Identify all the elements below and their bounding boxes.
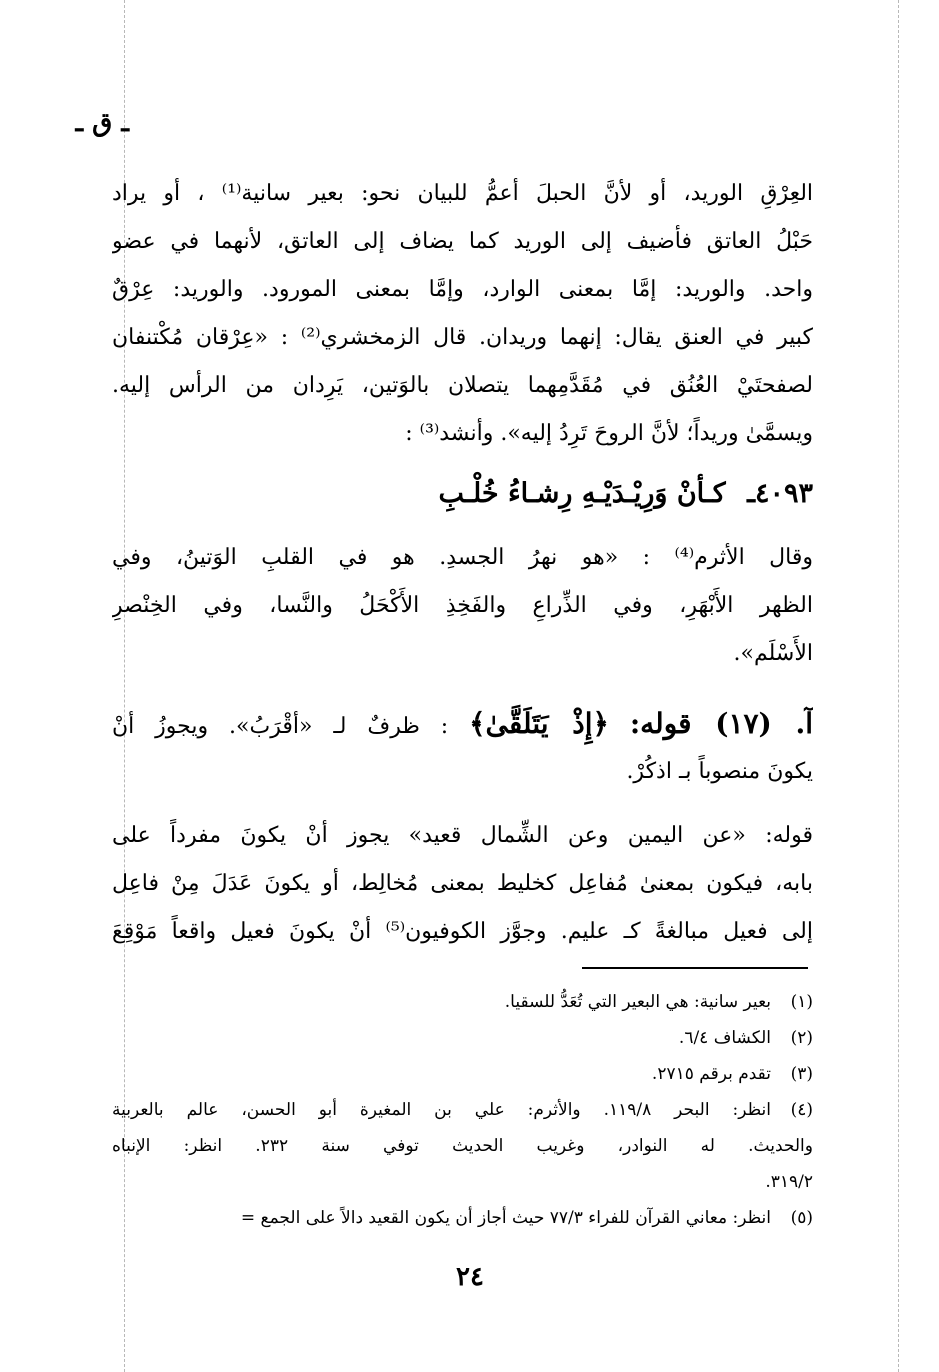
- poetry-verse: [350, 470, 813, 518]
- text-line: واحد. والوريد: إمَّا بمعنى الوارد، وإمَّا بمعنى المورود. والوريد: عِرْقٌ: [112, 277, 813, 302]
- text-line: ويسمَّىٰ وريداً؛ لأنَّ الروحَ تَرِدُ إليه». وأنشد⁽³⁾ :: [405, 421, 813, 446]
- text-line: حَبْلُ العاتق فأضيف إلى الوريد كما يضاف إلى العاتق، لأنهما في عضو: [112, 229, 813, 254]
- footnote-mark: (٣): [790, 1064, 813, 1084]
- text-line: لصفحتَيْ العُنُق في مُقَدَّمِهما يتصلان بالوَتين، يَرِدان من الرأس إليه.: [112, 373, 813, 398]
- scan-dotted-line: [898, 0, 899, 1372]
- footnote-separator: [582, 967, 808, 969]
- footnote-4-continuation: ٣١٩/٢.: [765, 1172, 813, 1192]
- aya-line: [112, 700, 813, 748]
- footnote-mark: (٥): [790, 1208, 813, 1228]
- footnote-text: انظر: البحر ١١٩/٨. والأثرم: علي بن المغيرة أبو الحسن، عالم بالعربية: [112, 1100, 772, 1120]
- footnote-text: بعير سانية: هي البعير التي تُعَدُّ للسقيا.: [504, 992, 771, 1012]
- verse-number: ٤٠٩٣ـ: [747, 478, 813, 509]
- text-line: إلى فعيل مبالغةً كـ عليم. وجوَّز الكوفيون⁽⁵⁾ أنْ يكونَ فعيل واقعاً مَوْقِعَ: [112, 919, 813, 944]
- footnote-text: انظر: معاني القرآن للفراء ٧٧/٣ حيث أجاز أن يكون القعيد دالاً على الجمع =: [240, 1208, 771, 1228]
- footnote-5: [112, 1200, 813, 1236]
- paragraph-1: [112, 170, 813, 458]
- paragraph-2: [112, 534, 813, 678]
- footnote-mark: (٤): [790, 1100, 813, 1120]
- text-line: الظهر الأَبْهَرِ، وفي الذِّراعِ والفَخِذِ الأَكْحَلُ والنَّسا، وفي الخِنْصرِ: [112, 593, 813, 618]
- footnote-text: تقدم برقم ٢٧١٥.: [651, 1064, 771, 1084]
- aya-label: آ. (١٧) قوله:: [629, 707, 813, 740]
- footnote-2: [112, 1020, 813, 1056]
- footnote-4-continuation: والحديث. له النوادر، وغريب الحديث توفي سنة ٢٣٢. انظر: الإنباه: [112, 1136, 813, 1156]
- footnote-3: [112, 1056, 813, 1092]
- text-line: كبير في العنق يقال: إنهما وريدان. قال الزمخشري⁽²⁾ : «عِرْقان مُكْتنفان: [112, 325, 813, 350]
- footnote-mark: (٢): [790, 1028, 813, 1048]
- verse-text: كـأنْ وَرِيْـدَيْـهِ رِشـاءُ خُلْـبِ: [438, 478, 726, 509]
- aya-quote: ﴿إِذْ يَتَلَقَّىٰ﴾: [469, 707, 609, 740]
- text-line: قوله: «عن اليمين وعن الشِّمال قعيد» يجوز أنْ يكونَ مفرداً على: [112, 823, 813, 848]
- text-line: وقال الأثرم⁽⁴⁾ : «هو نهرُ الجسدِ. هو في القلبِ الوَتينُ، وفي: [112, 545, 813, 570]
- page-number: ٢٤: [456, 1262, 484, 1292]
- footnote-mark: (١): [790, 992, 813, 1012]
- paragraph-3: [112, 812, 813, 956]
- text-line: يكونَ منصوباً بـ اذكُرْ.: [626, 759, 813, 784]
- surah-header: ـ ق ـ: [75, 108, 129, 138]
- footnote-1: [112, 984, 813, 1020]
- aya-rest: : ظرفٌ لـ «أقْرَبُ». ويجوزُ أنْ: [112, 714, 449, 739]
- footnote-text: الكشاف ٦/٤.: [678, 1028, 771, 1048]
- footnote-4: [112, 1092, 813, 1128]
- footnotes: [112, 984, 813, 1236]
- text-line: بابه، فيكون بمعنىٰ مُفاعِل كخليط بمعنى مُخالِط، أو يكونَ عَدَلَ مِنْ فاعِل: [112, 871, 813, 896]
- text-line: الأَسْلَم».: [733, 641, 813, 666]
- text-line: العِرْقِ الوريد، أو لأنَّ الحبلَ أعمُّ للبيان نحو: بعير سانية⁽¹⁾ ، أو يراد: [112, 181, 813, 206]
- aya-commentary: [112, 700, 813, 796]
